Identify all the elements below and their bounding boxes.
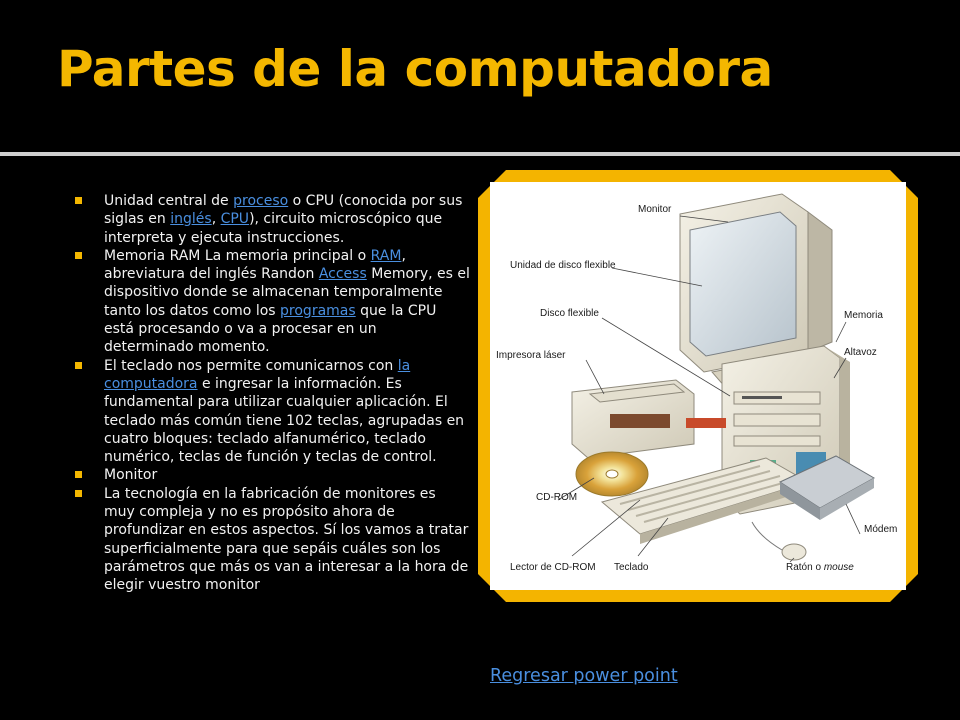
label-floppy-drive: Unidad de disco flexible: [510, 260, 616, 271]
computer-parts-illustration: [490, 182, 906, 590]
link-programas[interactable]: programas: [280, 302, 356, 319]
link-cpu[interactable]: CPU: [220, 211, 250, 228]
bullet-text: La tecnología en la fabricación de monitores es muy compleja y no es propósito ahora de profundizar en estos aspectos. Sí los vamos a tratar superficialmente para que sepáis cuáles son los parámetros que más os van a interesar a la hora de elegir vuestro monitor: [104, 485, 469, 594]
bullet-monitor-tecnologia: [70, 485, 470, 595]
bullet-text: ,: [211, 211, 221, 228]
link-la-computadora[interactable]: la computadora: [104, 357, 411, 392]
bullet-text: , abreviatura del inglés Randon: [104, 247, 406, 283]
slide-content: [0, 156, 960, 720]
label-cd-reader: Lector de CD-ROM: [510, 562, 596, 573]
bullet-ram: [70, 247, 470, 357]
bullet-text: Memoria RAM La memoria principal o: [104, 247, 371, 264]
label-laser-printer: Impresora láser: [496, 350, 566, 361]
bullet-text: Memory, es el dispositivo donde se almacenan temporalmente tanto los datos como los: [104, 266, 470, 319]
bullet-text: e ingresar la información. Es fundamental para utilizar cualquier aplicación. El teclado más común tiene 102 teclas, agrupadas en cuatro bloques: teclado alfanumérico, teclado numérico, teclas de función y teclas de control.: [104, 375, 465, 466]
label-monitor: Monitor: [638, 204, 672, 215]
back-to-powerpoint-link[interactable]: Regresar power point: [490, 666, 678, 686]
computer-parts-image: [490, 182, 906, 590]
bullet-text: o CPU (conocida por sus siglas en: [104, 193, 463, 228]
link-ingles[interactable]: inglés: [170, 211, 212, 228]
label-keyboard: Teclado: [614, 562, 649, 573]
label-memory: Memoria: [844, 310, 883, 321]
bullet-text: que la CPU está procesando o va a procesar en un determinado momento.: [104, 302, 437, 356]
bullet-monitor: [70, 466, 470, 484]
bullet-teclado: [70, 357, 470, 467]
label-mouse: Ratón o mouse: [786, 562, 854, 573]
mouse-drawing: [782, 544, 806, 560]
label-cdrom: CD-ROM: [536, 492, 578, 503]
label-modem: Módem: [864, 524, 898, 535]
bullet-text: Monitor: [104, 467, 158, 484]
bullet-text: Unidad central de: [104, 193, 234, 209]
label-speaker: Altavoz: [844, 347, 877, 358]
bullet-text: El teclado nos permite comunicarnos con: [104, 357, 398, 374]
link-ram[interactable]: RAM: [370, 247, 402, 264]
link-access[interactable]: Access: [318, 266, 367, 283]
printer-drawing: [572, 380, 726, 458]
label-floppy-disk: Disco flexible: [540, 308, 599, 319]
bullet-cpu: [70, 192, 470, 247]
title-bar: [0, 0, 960, 152]
slide-title: Partes de la computadora: [57, 40, 773, 98]
link-proceso[interactable]: proceso: [233, 193, 289, 209]
bullet-text: ), circuito microscópico que interpreta y ejecuta instrucciones.: [104, 211, 443, 246]
bullet-list: [70, 192, 470, 595]
